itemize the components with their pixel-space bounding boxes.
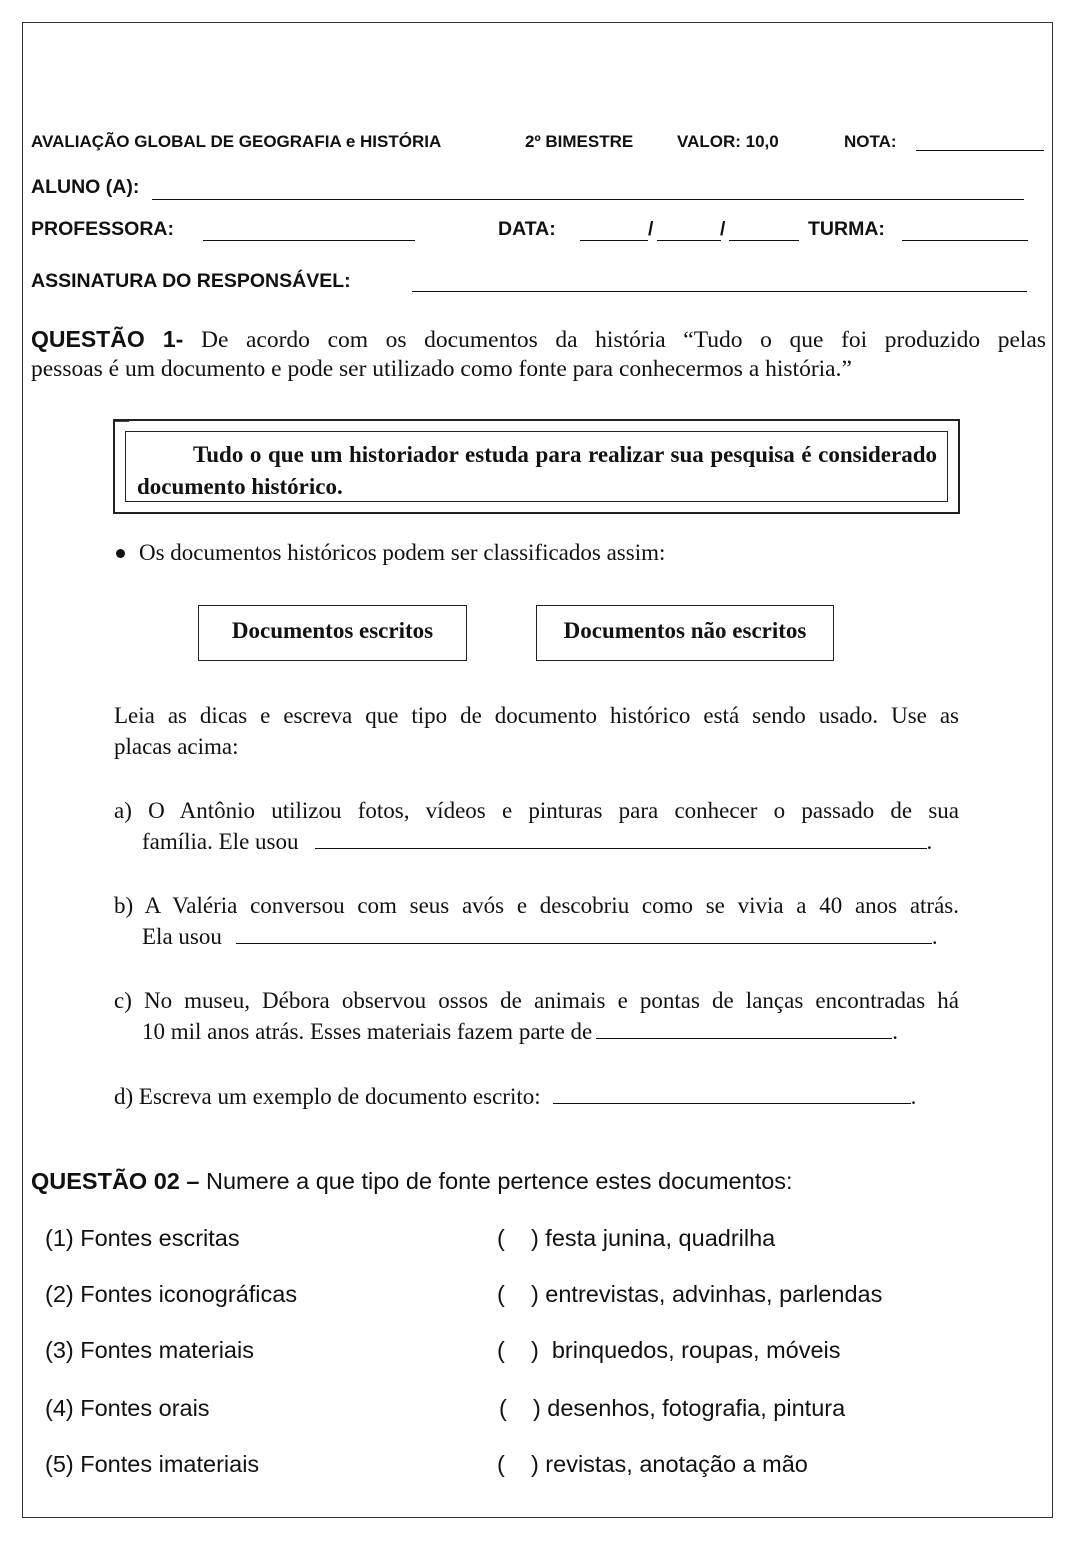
assinatura-label: ASSINATURA DO RESPONSÁVEL: [31, 270, 351, 292]
bullet-text [114, 540, 665, 566]
data-label: DATA: [498, 218, 556, 240]
item-d-answer-field[interactable] [553, 1102, 911, 1104]
source-type-2: (2) Fontes iconográficas [45, 1281, 298, 1307]
date-slash: / [720, 218, 726, 240]
question-1-label: QUESTÃO 1- [31, 326, 184, 352]
item-b-line1: b) A Valéria conversou com seus avós e descobriu como se vivia a 40 anos atrás. [114, 893, 959, 918]
item-c-answer-field[interactable] [596, 1037, 892, 1039]
match-item-2[interactable]: ( ) entrevistas, advinhas, parlendas [497, 1281, 883, 1307]
match-item-1[interactable]: ( ) festa junina, quadrilha [497, 1225, 776, 1251]
item-b-line2: Ela usou [142, 924, 222, 949]
item-b [114, 890, 959, 952]
data-day-field[interactable] [580, 240, 648, 241]
bullet-icon [116, 549, 125, 558]
turma-field[interactable] [902, 240, 1028, 241]
item-b-answer-field[interactable] [236, 942, 932, 944]
match-item-4[interactable]: ( ) desenhos, fotografia, pintura [499, 1395, 846, 1421]
aluno-label: ALUNO (A): [31, 176, 140, 198]
assinatura-field[interactable] [412, 291, 1027, 292]
definition-box [113, 419, 960, 514]
question-1-intro [31, 325, 1046, 384]
item-c [114, 985, 959, 1047]
aluno-field[interactable] [152, 199, 1024, 200]
data-year-field[interactable] [729, 240, 799, 241]
source-type-4: (4) Fontes orais [45, 1395, 210, 1421]
bimestre-label: 2º BIMESTRE [525, 132, 634, 151]
instructions-line1: Leia as dicas e escreva que tipo de documento histórico está sendo usado. Use as [114, 703, 959, 728]
date-slash: / [648, 218, 654, 240]
question-2-heading [31, 1168, 793, 1195]
item-c-line2: 10 mil anos atrás. Esses materiais fazem parte de [142, 1019, 593, 1044]
valor-label: VALOR: 10,0 [677, 132, 779, 151]
professora-field[interactable] [203, 240, 415, 241]
bullet-label: Os documentos históricos podem ser classificados assim: [139, 540, 666, 565]
match-item-3[interactable]: ( ) brinquedos, roupas, móveis [497, 1337, 841, 1363]
professora-label: PROFESSORA: [31, 218, 175, 240]
item-c-line1: c) No museu, Débora observou ossos de animais e pontas de lanças encontradas há [114, 988, 959, 1013]
question-1-line2: pessoas é um documento e pode ser utilizado como fonte para conhecermos a história.” [31, 356, 852, 382]
item-d [114, 1081, 916, 1112]
documentos-nao-escritos-box: Documentos não escritos [536, 605, 834, 661]
source-type-3: (3) Fontes materiais [45, 1337, 254, 1363]
question-2-text: Numere a que tipo de fonte pertence estes documentos: [206, 1168, 793, 1194]
source-type-1: (1) Fontes escritas [45, 1225, 240, 1251]
item-a-answer-field[interactable] [315, 847, 927, 849]
match-item-5[interactable]: ( ) revistas, anotação a mão [497, 1451, 808, 1477]
question-2-label: QUESTÃO 02 – [31, 1168, 200, 1194]
item-a-line1: a) O Antônio utilizou fotos, vídeos e pinturas para conhecer o passado de sua [114, 798, 959, 823]
nota-label: NOTA: [844, 132, 897, 151]
period: . [931, 924, 938, 949]
definition-text: Tudo o que um historiador estuda para realizar sua pesquisa é considerado documento histórico. [137, 442, 937, 499]
period: . [892, 1019, 899, 1044]
period: . [910, 1084, 917, 1109]
period: . [926, 829, 933, 854]
documentos-escritos-box: Documentos escritos [198, 605, 467, 661]
item-d-line1: d) Escreva um exemplo de documento escrito: [114, 1084, 541, 1109]
item-a-line2: família. Ele usou [142, 829, 299, 854]
nota-field[interactable] [916, 150, 1044, 151]
source-type-5: (5) Fontes imateriais [45, 1451, 260, 1477]
instructions [114, 700, 959, 762]
turma-label: TURMA: [808, 218, 885, 240]
question-1-line1: De acordo com os documentos da história “Tudo o que foi produzido pelas [200, 327, 1046, 353]
exam-title: AVALIAÇÃO GLOBAL DE GEOGRAFIA e HISTÓRIA [31, 132, 442, 151]
data-month-field[interactable] [657, 240, 721, 241]
instructions-line2: placas acima: [114, 734, 239, 759]
item-a [114, 795, 959, 857]
